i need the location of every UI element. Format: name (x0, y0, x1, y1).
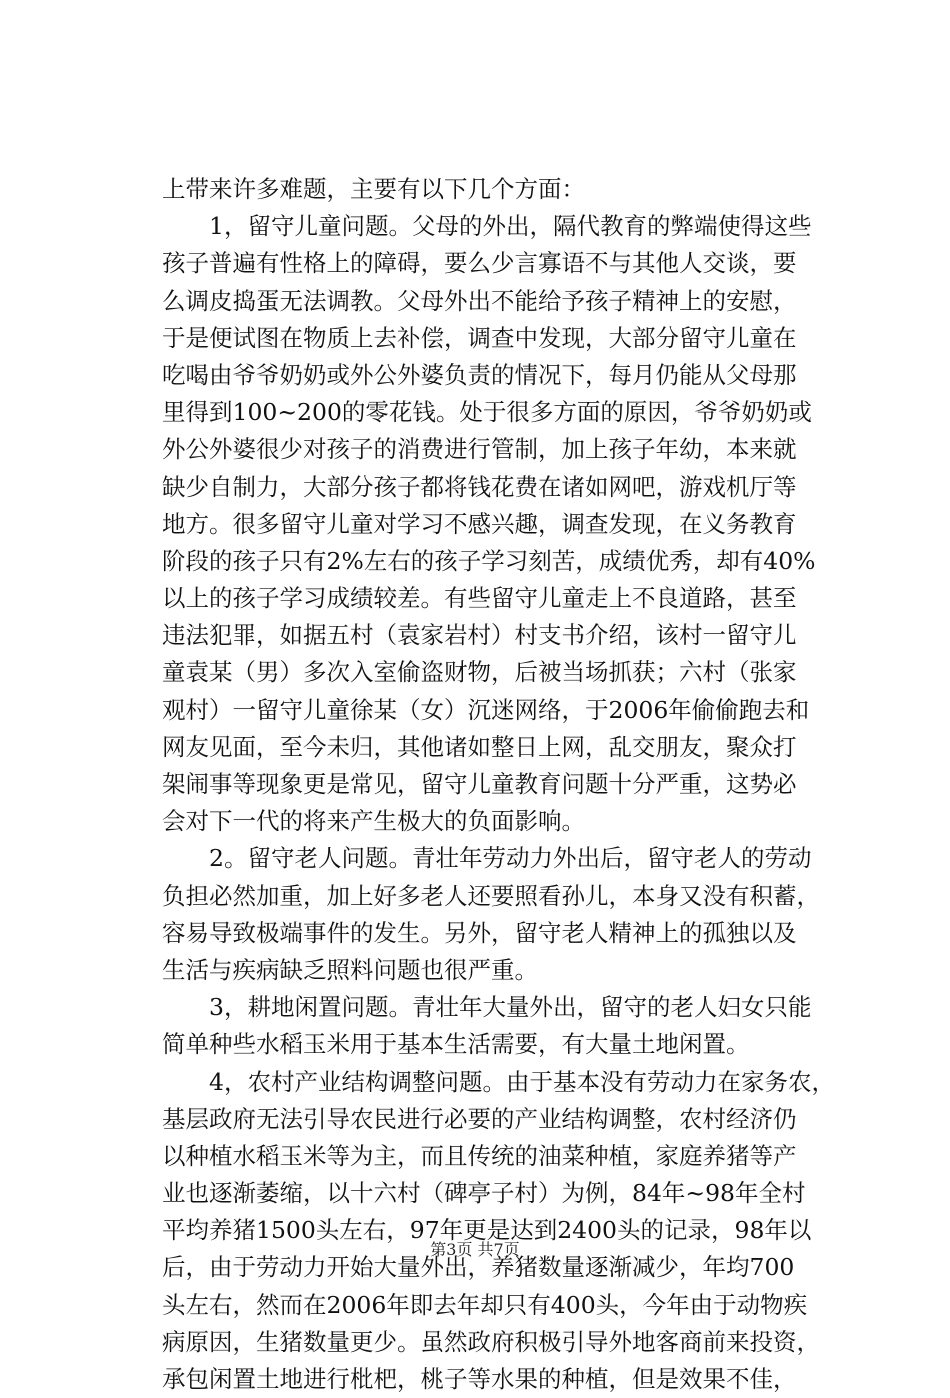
text-line: 观村）一留守儿童徐某（女）沉迷网络，于2006年偷偷跑去和 (162, 695, 810, 724)
text-line: 架闹事等现象更是常见，留守儿童教育问题十分严重，这势必 (162, 770, 797, 798)
text-line: 病原因，生猪数量更少。虽然政府积极引导外地客商前来投资， (162, 1327, 820, 1356)
text-line: 简单种些水稻玉米用于基本生活需要，有大量土地闲置。 (162, 1030, 750, 1059)
text-line: 吃喝由爷爷奶奶或外公外婆负责的情况下，每月仍能从父母那 (162, 360, 797, 389)
text-line: 阶段的孩子只有2%左右的孩子学习刻苦，成绩优秀，却有40% (162, 546, 816, 575)
text-line: 上带来许多难题，主要有以下几个方面： (162, 175, 585, 203)
text-line: 外公外婆很少对孩子的消费进行管制，加上孩子年幼，本来就 (162, 435, 797, 464)
paragraph-start-line: 2。留守老人问题。青壮年劳动力外出后，留守老人的劳动 (209, 844, 812, 873)
text-line: 平均养猪1500头左右，97年更是达到2400头的记录，98年以 (162, 1216, 812, 1245)
text-line: 于是便试图在物质上去补偿，调查中发现，大部分留守儿童在 (162, 323, 797, 352)
paragraph-start-line: 1，留守儿童问题。父母的外出，隔代教育的弊端使得这些 (209, 212, 812, 241)
text-line: 头左右，然而在2006年即去年却只有400头，今年由于动物疾 (162, 1290, 808, 1319)
text-line: 生活与疾病缺乏照料问题也很严重。 (162, 955, 538, 984)
text-line: 童袁某（男）多次入室偷盗财物，后被当场抓获；六村（张家 (162, 658, 797, 687)
paragraph-start-line: 3，耕地闲置问题。青壮年大量外出，留守的老人妇女只能 (209, 993, 812, 1022)
text-line: 地方。很多留守儿童对学习不感兴趣，调查发现，在义务教育 (162, 509, 797, 538)
body-text (162, 171, 842, 1398)
text-line: 以上的孩子学习成绩较差。有些留守儿童走上不良道路，甚至 (162, 584, 797, 613)
text-line: 么调皮捣蛋无法调教。父母外出不能给予孩子精神上的安慰， (162, 286, 797, 315)
text-line: 基层政府无法引导农民进行必要的产业结构调整，农村经济仍 (162, 1104, 797, 1133)
text-line: 网友见面，至今未归，其他诸如整日上网，乱交朋友，聚众打 (162, 732, 797, 761)
text-line: 违法犯罪，如据五村（袁家岩村）村支书介绍，该村一留守儿 (162, 621, 797, 650)
text-line: 里得到100~200的零花钱。处于很多方面的原因，爷爷奶奶或 (162, 398, 812, 427)
text-line: 负担必然加重，加上好多老人还要照看孙儿，本身又没有积蓄， (162, 881, 820, 910)
text-line: 后，由于劳动力开始大量外出，养猪数量逐渐减少，年均700 (162, 1253, 795, 1282)
text-line: 缺少自制力，大部分孩子都将钱花费在诸如网吧，游戏机厅等 (162, 472, 797, 501)
text-line: 业也逐渐萎缩，以十六村（碑亭子村）为例，84年~98年全村 (162, 1179, 806, 1208)
page-footer: 第3页 共7页 (430, 1240, 520, 1259)
paragraph-start-line: 4，农村产业结构调整问题。由于基本没有劳动力在家务农， (209, 1067, 835, 1096)
text-line: 承包闲置土地进行枇杷，桃子等水果的种植，但是效果不佳， (162, 1365, 797, 1393)
text-line: 以种植水稻玉米等为主，而且传统的油菜种植，家庭养猪等产 (162, 1141, 797, 1170)
text-line: 孩子普遍有性格上的障碍，要么少言寡语不与其他人交谈，要 (162, 249, 797, 278)
text-line: 容易导致极端事件的发生。另外，留守老人精神上的孤独以及 (162, 918, 797, 947)
text-line: 会对下一代的将来产生极大的负面影响。 (162, 807, 585, 836)
